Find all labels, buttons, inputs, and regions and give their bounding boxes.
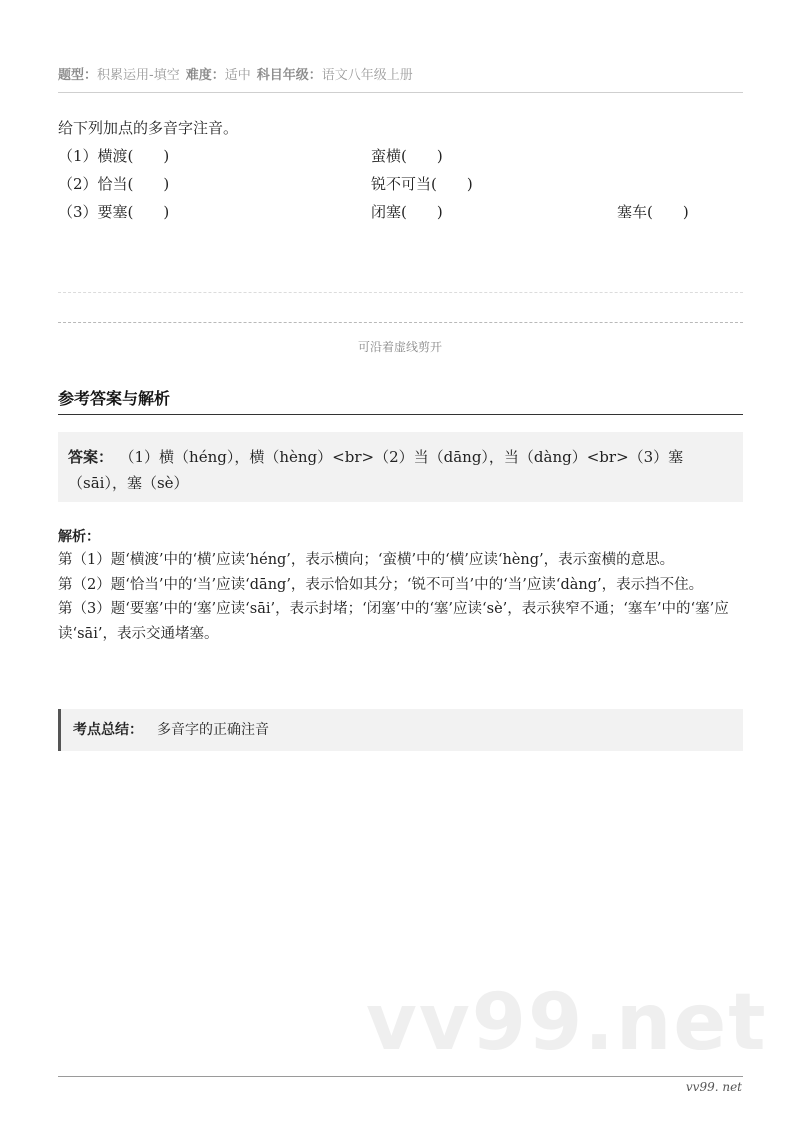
subject-value: 语文八年级上册 — [321, 68, 413, 83]
section-divider — [58, 414, 743, 415]
analysis-paragraph: 第（1）题‘横渡’中的‘横’应读‘héng’，表示横向；‘蛮横’中的‘横’应读‘hèng’，表示蛮横的意思。 — [58, 552, 675, 568]
subject-label: 科目年级： — [256, 68, 322, 83]
question-item: 蛮横( ) — [371, 147, 443, 165]
question-row — [58, 142, 443, 170]
type-label: 题型： — [58, 68, 98, 83]
analysis-paragraph: 第（2）题‘恰当’中的‘当’应读‘dāng’，表示恰如其分；‘锐不可当’中的‘当’应读‘dàng’，表示挡不住。 — [58, 576, 704, 593]
difficulty-label: 难度： — [185, 68, 225, 83]
question-item: （2）恰当( ) — [58, 175, 170, 193]
top-divider — [58, 92, 743, 93]
question-row — [58, 170, 473, 198]
answer-label: 答案： — [68, 448, 114, 466]
analysis-label: 解析： — [58, 529, 100, 545]
analysis-paragraph: 第（3）题‘要塞’中的‘塞’应读‘sāi’，表示封堵；‘闭塞’中的‘塞’应读‘sè’，表示狭窄不通；‘塞车’中的‘塞’应读‘sāi’，表示交通堵塞。 — [58, 601, 729, 642]
cut-line-light — [58, 292, 743, 293]
question-prompt: 给下列加点的多音字注音。 — [58, 119, 239, 137]
question-item: （1）横渡( ) — [58, 147, 170, 165]
question-block — [58, 114, 689, 226]
section-title: 参考答案与解析 — [58, 389, 171, 408]
cut-line — [58, 322, 743, 323]
meta-line — [58, 64, 413, 83]
question-item: 塞车( ) — [617, 203, 689, 221]
question-row — [58, 198, 689, 226]
answer-text: （1）横（héng），横（hèng）<br>（2）当（dāng），当（dàng）<br>（3）塞（sāi），塞（sè） — [68, 448, 684, 492]
answer-box — [58, 432, 743, 502]
type-value: 积累运用-填空 — [97, 68, 180, 83]
question-item: 锐不可当( ) — [371, 175, 473, 193]
summary-text: 多音字的正确注音 — [157, 722, 269, 738]
analysis-text — [58, 548, 748, 646]
question-item: 闭塞( ) — [371, 203, 443, 221]
watermark: vv99.net — [366, 978, 768, 1068]
summary-label: 考点总结： — [73, 722, 143, 738]
cut-note: 可沿着虚线剪开 — [357, 340, 442, 354]
question-item: （3）要塞( ) — [58, 203, 170, 221]
footer-site: vv99. net — [685, 1080, 742, 1094]
difficulty-value: 适中 — [224, 68, 251, 83]
footer-divider — [58, 1076, 743, 1077]
summary-box — [58, 709, 743, 751]
